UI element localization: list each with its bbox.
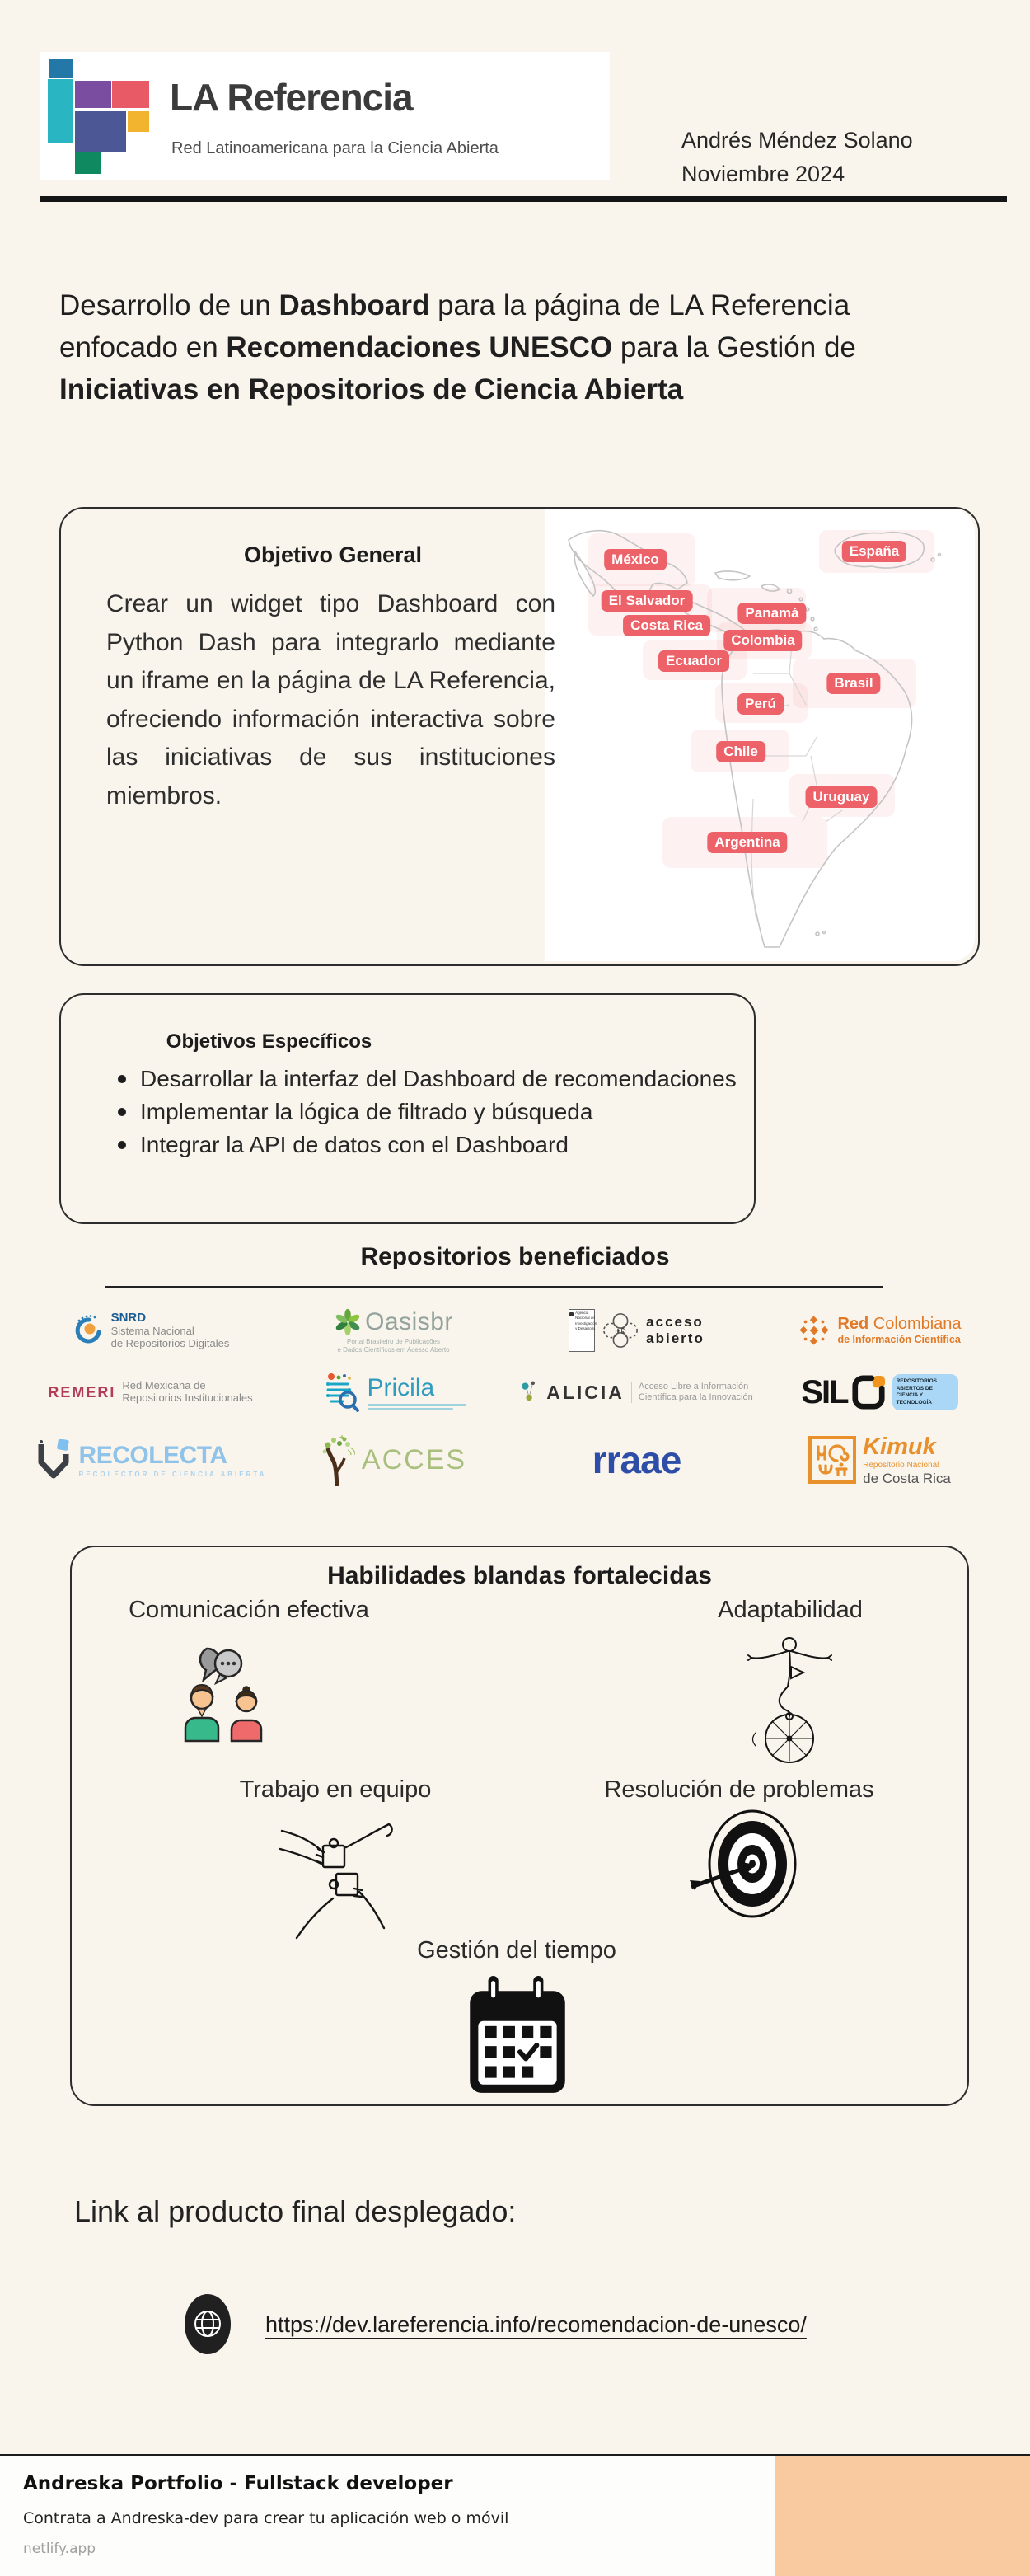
stamp-text: Investigación	[575, 1321, 597, 1326]
pricila-name: Pricila	[367, 1373, 435, 1401]
oasisbr-icon	[334, 1307, 362, 1338]
remeri-line1: Red Mexicana de	[122, 1379, 206, 1392]
repositorios-heading: Repositorios beneficiados	[360, 1243, 670, 1270]
red-colombiana-name	[837, 1315, 961, 1334]
map-label: Brasil	[826, 673, 880, 694]
header-divider	[40, 196, 1007, 202]
map-label: Costa Rica	[623, 615, 710, 636]
repositorios-divider	[105, 1286, 883, 1288]
latam-map-outline	[545, 509, 975, 961]
logo-kimuk	[758, 1423, 1001, 1497]
snrd-icon	[72, 1314, 105, 1347]
stamp-text: y Desarrollo	[575, 1326, 596, 1331]
footer-subtitle: Contrata a Andreska-dev para crear tu aplicación web o móvil	[23, 2509, 509, 2527]
globe-icon	[185, 2294, 231, 2354]
habilidades-heading: Habilidades blandas fortalecidas	[327, 1562, 712, 1589]
objetivo-general-heading: Objetivo General	[243, 542, 423, 567]
teamwork-puzzle-icon	[274, 1811, 399, 1947]
logo-oasisbr	[272, 1299, 515, 1362]
silo-badge-line: REPOSITORIOS	[896, 1378, 937, 1385]
map-label: Panamá	[737, 603, 806, 624]
pricila-icon	[321, 1372, 361, 1412]
skill-label-adaptabilidad: Adaptabilidad	[718, 1597, 863, 1623]
red-colombiana-name-rest: Colombiana	[868, 1315, 962, 1334]
oasisbr-name: Oasisbr	[365, 1307, 453, 1335]
recolecta-icon	[35, 1439, 73, 1480]
kimuk-icon	[808, 1436, 856, 1484]
silo-badge-line: TECNOLOGÍA	[896, 1399, 932, 1405]
repositorios-logo-grid	[29, 1299, 1001, 1497]
logo-recolecta	[29, 1423, 272, 1497]
kimuk-line1: Repositorio Nacional	[863, 1461, 939, 1471]
logo-remeri	[29, 1362, 272, 1423]
skill-label-gestion-tiempo: Gestión del tiempo	[417, 1937, 616, 1964]
acceso-abierto-line1: acceso	[646, 1314, 704, 1330]
logo-rraae	[515, 1423, 758, 1497]
poster-date: Noviembre 2024	[681, 162, 845, 186]
latam-map	[545, 509, 975, 961]
map-label: Uruguay	[806, 786, 878, 808]
acceso-abierto-line2: abierto	[646, 1330, 705, 1346]
stamp-text: Nacional de	[575, 1316, 595, 1321]
list-item: Implementar la lógica de filtrado y búsqueda	[115, 1096, 753, 1128]
kimuk-name: Kimuk	[863, 1433, 936, 1460]
remeri-line2: Repositorios Institucionales	[122, 1391, 253, 1404]
anid-stamp-icon	[569, 1309, 595, 1352]
map-label: Ecuador	[658, 650, 729, 672]
map-label: Chile	[716, 741, 765, 762]
map-label: Perú	[737, 693, 784, 715]
list-item: Desarrollar la interfaz del Dashboard de recomendaciones	[115, 1063, 753, 1096]
stamp-text: Agencia	[575, 1311, 589, 1315]
footer-accent-block	[775, 2456, 1030, 2576]
logo-acces	[272, 1423, 515, 1497]
alicia-icon	[520, 1378, 540, 1406]
kimuk-line2: de Costa Rica	[863, 1470, 951, 1486]
map-label: Colombia	[723, 630, 802, 651]
remeri-abbr: REMERI	[48, 1383, 116, 1401]
habilidades-card	[70, 1546, 969, 2106]
adaptability-unicycle-icon	[746, 1634, 835, 1772]
title-part-bold: Dashboard	[279, 289, 430, 321]
objetivos-especificos-card	[59, 993, 756, 1224]
map-label: España	[842, 541, 906, 562]
alicia-abbr: ALICIA	[546, 1381, 625, 1403]
footer-card	[0, 2456, 775, 2576]
map-label: México	[604, 549, 667, 570]
silo-badge-line: ABIERTOS DE CIENCIA Y	[896, 1386, 933, 1398]
red-colombiana-line2: de Información Científica	[837, 1334, 961, 1346]
red-colombiana-icon	[798, 1314, 831, 1347]
objetivos-especificos-heading: Objetivos Específicos	[166, 1030, 372, 1053]
snrd-line2: de Repositorios Digitales	[110, 1336, 230, 1349]
communication-people-icon	[177, 1642, 272, 1749]
problem-solving-target-icon	[688, 1801, 803, 1926]
logo-silo	[758, 1362, 1001, 1423]
skill-label-trabajo-equipo: Trabajo en equipo	[239, 1776, 432, 1803]
la-referencia-mosaic-icon	[48, 57, 171, 176]
objetivos-especificos-list	[115, 1063, 753, 1161]
skill-label-resolucion: Resolución de problemas	[604, 1776, 874, 1803]
acceso-abierto-icon	[602, 1311, 639, 1349]
logo-red-colombiana	[758, 1299, 1001, 1362]
svg-text:i+D: i+D	[615, 1326, 626, 1335]
link-section-heading: Link al producto final desplegado:	[74, 2194, 517, 2228]
map-label: El Salvador	[602, 590, 693, 612]
logo-alicia	[515, 1362, 758, 1423]
title-part: para la página de LA Referencia enfocado en	[59, 289, 850, 364]
poster-title	[59, 284, 970, 411]
deployed-product-link[interactable]: https://dev.lareferencia.info/recomendacion-de-unesco/	[265, 2312, 807, 2337]
red-colombiana-name-bold: Red	[837, 1315, 869, 1334]
title-part: Desarrollo de un	[59, 289, 279, 321]
logo-subtitle: Red Latinoamericana para la Ciencia Abierta	[171, 139, 499, 157]
la-referencia-logo-card	[40, 52, 610, 180]
oasisbr-line1: Portal Brasileiro de Publicações	[347, 1337, 440, 1345]
list-item: Integrar la API de datos con el Dashboard	[115, 1128, 753, 1161]
alicia-line1: Acceso Libre a Información	[638, 1382, 749, 1392]
snrd-line1: Sistema Nacional	[110, 1324, 194, 1337]
footer-domain: netlify.app	[23, 2541, 96, 2557]
pricila-tagline-bars	[368, 1404, 466, 1410]
title-part: para la Gestión de	[612, 331, 856, 364]
alicia-line2: Científica para la Innovación	[638, 1392, 753, 1402]
snrd-abbr: SNRD	[110, 1311, 147, 1326]
objetivo-general-card	[59, 507, 980, 966]
map-label: Argentina	[707, 832, 787, 853]
title-part-bold: Iniciativas en Repositorios de Ciencia Abierta	[59, 373, 684, 406]
logo-snrd	[29, 1299, 272, 1362]
logo-title: LA Referencia	[170, 76, 413, 119]
logo-acceso-abierto	[515, 1299, 758, 1362]
recolecta-abbr: RECOLECTA	[78, 1442, 227, 1470]
time-management-calendar-icon	[463, 1974, 572, 2100]
title-part-bold: Recomendaciones UNESCO	[226, 331, 613, 364]
objetivo-general-body: Crear un widget tipo Dashboard con Python Dash para integrarlo mediante un iframe en la página de LA Referencia, ofreciendo información interactiva sobre las iniciativas de sus instituciones miembros.	[106, 590, 555, 809]
acces-name: ACCES	[361, 1443, 467, 1476]
author-name: Andrés Méndez Solano	[681, 128, 913, 152]
rraae-name: rraae	[592, 1438, 681, 1481]
acces-tree-icon	[321, 1433, 355, 1486]
silo-abbr: SIL	[801, 1373, 848, 1410]
oasisbr-line2: e Dados Científicos em Acesso Aberto	[337, 1346, 450, 1354]
silo-badge	[892, 1374, 958, 1410]
footer-title: Andreska Portfolio - Fullstack developer	[23, 2473, 453, 2494]
silo-o-icon	[851, 1375, 886, 1410]
recolecta-tagline: RECOLECTOR DE CIENCIA ABIERTA	[78, 1470, 267, 1478]
logo-pricila	[272, 1362, 515, 1423]
skill-label-comunicacion: Comunicación efectiva	[129, 1597, 369, 1623]
